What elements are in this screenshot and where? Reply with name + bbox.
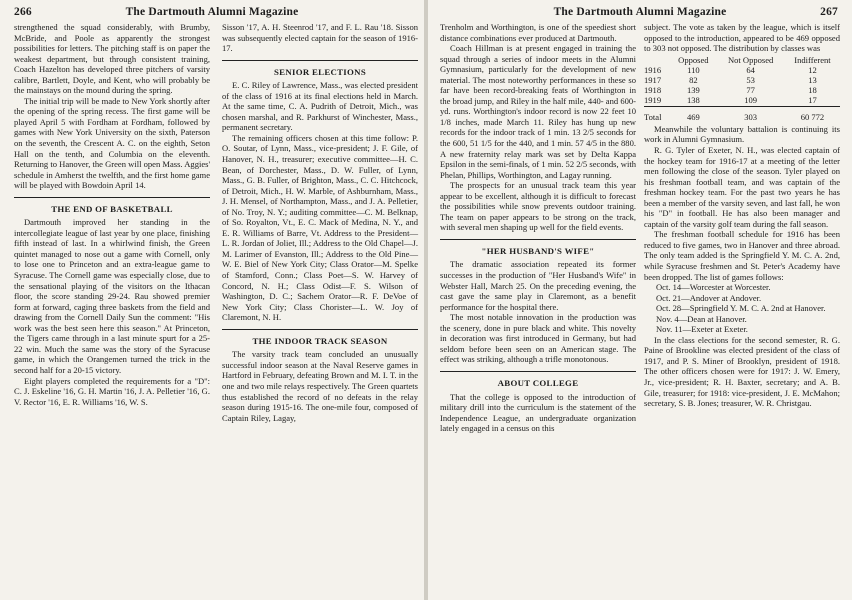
paragraph: The prospects for an unusual track team this year appear to be excellent, although it is difficult to forecast the possibilities while snow prevents outdoor training. The team on paper appears to be strong on the track, with several men shaping up well for the field events. xyxy=(440,180,636,233)
schedule-item: Nov. 11—Exeter at Exeter. xyxy=(656,324,748,335)
table-header-cell: Opposed xyxy=(678,54,709,65)
running-title: The Dartmouth Alumni Magazine xyxy=(125,6,299,18)
table-total-row xyxy=(644,109,840,122)
table-cell: 12 xyxy=(808,64,817,75)
right-column-2 xyxy=(644,22,840,409)
table-cell: 82 xyxy=(689,75,698,86)
football-schedule xyxy=(644,282,840,335)
table-cell: 18 xyxy=(808,85,817,96)
table-cell: 469 xyxy=(686,111,700,122)
schedule-item: Oct. 21—Andover at Andover. xyxy=(656,292,762,303)
table-row xyxy=(644,65,840,75)
table-header-cell xyxy=(644,55,670,65)
paragraph: Sisson '17, A. H. Steenrod '17, and F. L. Rau '18. Sisson was subsequently elected captain for the season of 1916-17. xyxy=(222,22,418,54)
section-divider xyxy=(440,371,636,372)
table-cell: 60 772 xyxy=(800,111,825,122)
left-column-2 xyxy=(222,22,418,423)
paragraph: The varsity track team concluded an unusually successful indoor season at the Naval Reserve games in Hartford in February, defeating Brown and M. I. T. in the one and two mile relays respectively. The Green quartets thus established the record of no defeats in the relay season during 1915-16. The one-mile four, composed of Captain Riley, Lagay, xyxy=(222,349,418,423)
section-divider xyxy=(222,60,418,61)
paragraph: Eight players completed the requirements for a "D": C. J. Eskeline '16, G. H. Martin '16, J. A. Pelletier '16, G. V. Rector '16, E. R. Williams '16, W. S. xyxy=(14,375,210,407)
table-cell: 77 xyxy=(746,85,755,96)
running-title: The Dartmouth Alumni Magazine xyxy=(553,6,727,18)
right-page xyxy=(428,0,852,600)
table-header-row xyxy=(644,55,840,65)
table-row xyxy=(644,85,840,95)
left-column-1 xyxy=(14,22,210,407)
table-row xyxy=(644,95,840,106)
paragraph: subject. The vote as taken by the league, which is itself opposed to the introduction, appeared to be 469 opposed to 303 not opposed. The distribution by classes was xyxy=(644,22,840,54)
page-number: 267 xyxy=(820,6,838,18)
schedule-item: Oct. 28—Springfield Y. M. C. A. 2nd at Hanover. xyxy=(656,303,826,314)
schedule-item: Oct. 14—Worcester at Worcester. xyxy=(656,282,771,293)
section-heading-senior-elections: SENIOR ELECTIONS xyxy=(273,66,367,77)
section-heading-husbands-wife: "HER HUSBAND'S WIFE" xyxy=(481,245,595,256)
table-cell: Total xyxy=(644,111,662,122)
page-number: 266 xyxy=(14,6,32,18)
table-cell: 1916 xyxy=(644,64,662,75)
table-cell: 139 xyxy=(686,85,700,96)
paragraph: Coach Hillman is at present engaged in training the squad through a series of indoor meets in the Alumni Gymnasium, particularly for the development of new material. The most noteworthy performances in these so far have been record-breaking feats of Worthington in the broad jump, and Riley in the half mile, 440- and 600-yd. runs. Worthington's indoor record is now 22 feet 10 1/8 inches, made March 11. Riley has hung up new records for the indoor track of 1 min. 13 2/5 seconds for the 600, 51 1/5 for the 440, and 1 min. 57 4/5 in the 880. A new fraternity relay mark was set by Delta Kappa Epsilon in the semi-finals, of 1 min. 52 2/5 seconds, with Phelan, Phillips, Worthington, and Lagay running. xyxy=(440,43,636,180)
table-cell: 109 xyxy=(744,95,758,106)
table-cell: 1918 xyxy=(644,85,662,96)
section-divider xyxy=(440,239,636,240)
table-cell: 64 xyxy=(746,64,755,75)
table-cell: 53 xyxy=(746,75,755,86)
paragraph: strengthened the squad considerably, with Brumby, McBride, and Poole as apparently the strongest possibilities for letters. The pitching staff is on paper the weakest department, but through consistent training, Coach Hazelton has developed three pitchers of varsity calibre, Bartlett, Doyle, and Kent, who will probably be the mainstays on the mound during the spring. xyxy=(14,22,210,96)
paragraph: Meanwhile the voluntary battalion is continuing its work in Alumni Gymnasium. xyxy=(644,123,840,145)
right-column-1 xyxy=(440,22,636,434)
vote-distribution-table xyxy=(644,55,840,122)
paragraph: Trenholm and Worthington, is one of the speediest short distance combinations ever produced at Dartmouth. xyxy=(440,22,636,43)
table-cell: 138 xyxy=(686,95,700,106)
paragraph: The dramatic association repeated its former successes in the production of "Her Husband's Wife" in Webster Hall, March 25. On the preceding evening, the cast gave the same play in Claremont, as a benefit performance for the hospital there. xyxy=(440,259,636,312)
schedule-item: Nov. 4—Dean at Hanover. xyxy=(656,313,747,324)
table-cell: 17 xyxy=(808,95,817,106)
table-cell: 13 xyxy=(808,75,817,86)
table-cell: 1919 xyxy=(644,95,662,106)
paragraph: In the class elections for the second semester, R. G. Paine of Brookline was elected president of the class of 1917, and P. S. Miner of Brooklyn, president of 1918. The other officers chosen were for 1917: J. W. Emery, Jr., vice-president; R. H. Baxter, secretary; and A. B. Gile, treasurer; for 1918: vice-president, J. E. McMahon; secretary, S. B. Jones; treasurer, W. R. Christgau. xyxy=(644,334,840,409)
table-cell: 110 xyxy=(687,64,700,75)
section-heading-about-college: ABOUT COLLEGE xyxy=(497,377,579,388)
left-page-header xyxy=(14,6,410,20)
section-heading-basketball: THE END OF BASKETBALL xyxy=(51,203,173,214)
left-page xyxy=(0,0,424,600)
paragraph: That the college is opposed to the introduction of military drill into the curriculum is the statement of the Independence League, an undergraduate organization lately engaged in a census on this xyxy=(440,391,636,434)
paragraph: R. G. Tyler of Exeter, N. H., was elected captain of the hockey team for 1916-17 at a meeting of the letter men following the close of the season. Tyler played on his freshman football team, and was captain of the freshman hockey team. For the past two years he has been a member of the varsity seven, and last fall, he won his "D" in football. He has also been manager and captain of the varsity golf team during the fall season. xyxy=(644,144,840,229)
section-heading-indoor-track: THE INDOOR TRACK SEASON xyxy=(252,335,388,346)
table-header-cell: Indifferent xyxy=(794,54,831,65)
section-divider xyxy=(222,329,418,330)
paragraph: E. C. Riley of Lawrence, Mass., was elected president of the class of 1916 at its final elections held in March. At the same time, C. A. Pudrith of Detroit, Mich., was chosen marshal, and R. Parkhurst of Winchester, Mass., permanent secretary. xyxy=(222,80,418,133)
table-header-cell: Not Opposed xyxy=(727,54,774,65)
table-cell: 1917 xyxy=(644,75,662,86)
table-row xyxy=(644,75,840,85)
paragraph: The remaining officers chosen at this time follow: P. O. Soutar, of Lynn, Mass., vice-president; J. F. Gile, of Hanover, N. H., treasurer; executive committee—H. C. Bean, of Dorchester, Mass., D. W. Fuller, of Lynn, Mass., G. B. Fuller, of Brighton, Mass., C. C. Hitchcock, of Detroit, Mich., H. W. Marble, of Ashburnham, Mass., J. H. Mensel, of Northampton, Mass., and J. A. Pelletier, of No. Troy, N. Y.; auditing committee—C. M. Belknap, of So. Royalton, Vt., E. C. Mack of Medina, N. Y., and E. R. Williams of Barre, Vt. Address to the President—L. R. Jordan of Joliet, Ill.; Address to the Old Chapel—J. M. Larimer of Evanston, Ill.; Address to the Old Pine—W. E. Biel of New York City; Class Orator—M. Spelke of Stamford, Conn.; Class Poet—S. W. Harvey of Concord, N. H.; Class Odist—F. S. Wilson of Washington, D. C.; Sachem Orator—R. F. DeVoe of New York City; Class Chorister—L. W. Joy of Claremont, N. H. xyxy=(222,132,418,323)
paragraph: Dartmouth improved her standing in the intercollegiate league of last year by one place, finishing fifth instead of last. In a whirlwind finish, the Green quintet managed to nose out a game with Cornell, only to lose one to Princeton and an extra-league game to Syracuse. The Cornell game was especially close, due to the sensational playing of the visitors on the Ithacan floor, the score standing 29-24. Rau showed premier form at forward, caging three baskets from the field and drawing from the Cornell Daily Sun the comment: "His work was the best seen here this season." At Princeton, the Tigers came through in a last minute spurt for a 25-22 win. Much the same was the story of the Syracuse game, in which the Orangemen turned the trick in the second half for a 20-15 victory. xyxy=(14,217,210,375)
paragraph: The initial trip will be made to New York shortly after the opening of the spring recess. The first game will be played April 5 with Fordham at Fordham, followed by games with New York University on the sixth, Paterson on the seventh, the Crescent A. C. on the eighth, Seton Hall on the tenth, and Columbia on the eleventh. Returning to Hanover, the Green will open Mass. Aggies' schedule in Amherst the twelfth, and the first home game will be played with Bowdoin April 14. xyxy=(14,95,210,191)
right-page-header xyxy=(442,6,838,20)
table-cell: 303 xyxy=(744,111,758,122)
section-divider xyxy=(14,197,210,198)
paragraph: The most notable innovation in the production was the scenery, done in pure black and white. This novelty in decoration was first introduced in Germany, but had seldom before been seen on an American stage. The effect was striking, although a trifle monotonous. xyxy=(440,312,636,365)
paragraph: The freshman football schedule for 1916 has been reduced to five games, two in Hanover and three abroad. The only team added is the Springfield Y. M. C. A. 2nd, while Syracuse freshmen and St. Peter's Academy have been dropped. The list of games follows: xyxy=(644,229,840,282)
